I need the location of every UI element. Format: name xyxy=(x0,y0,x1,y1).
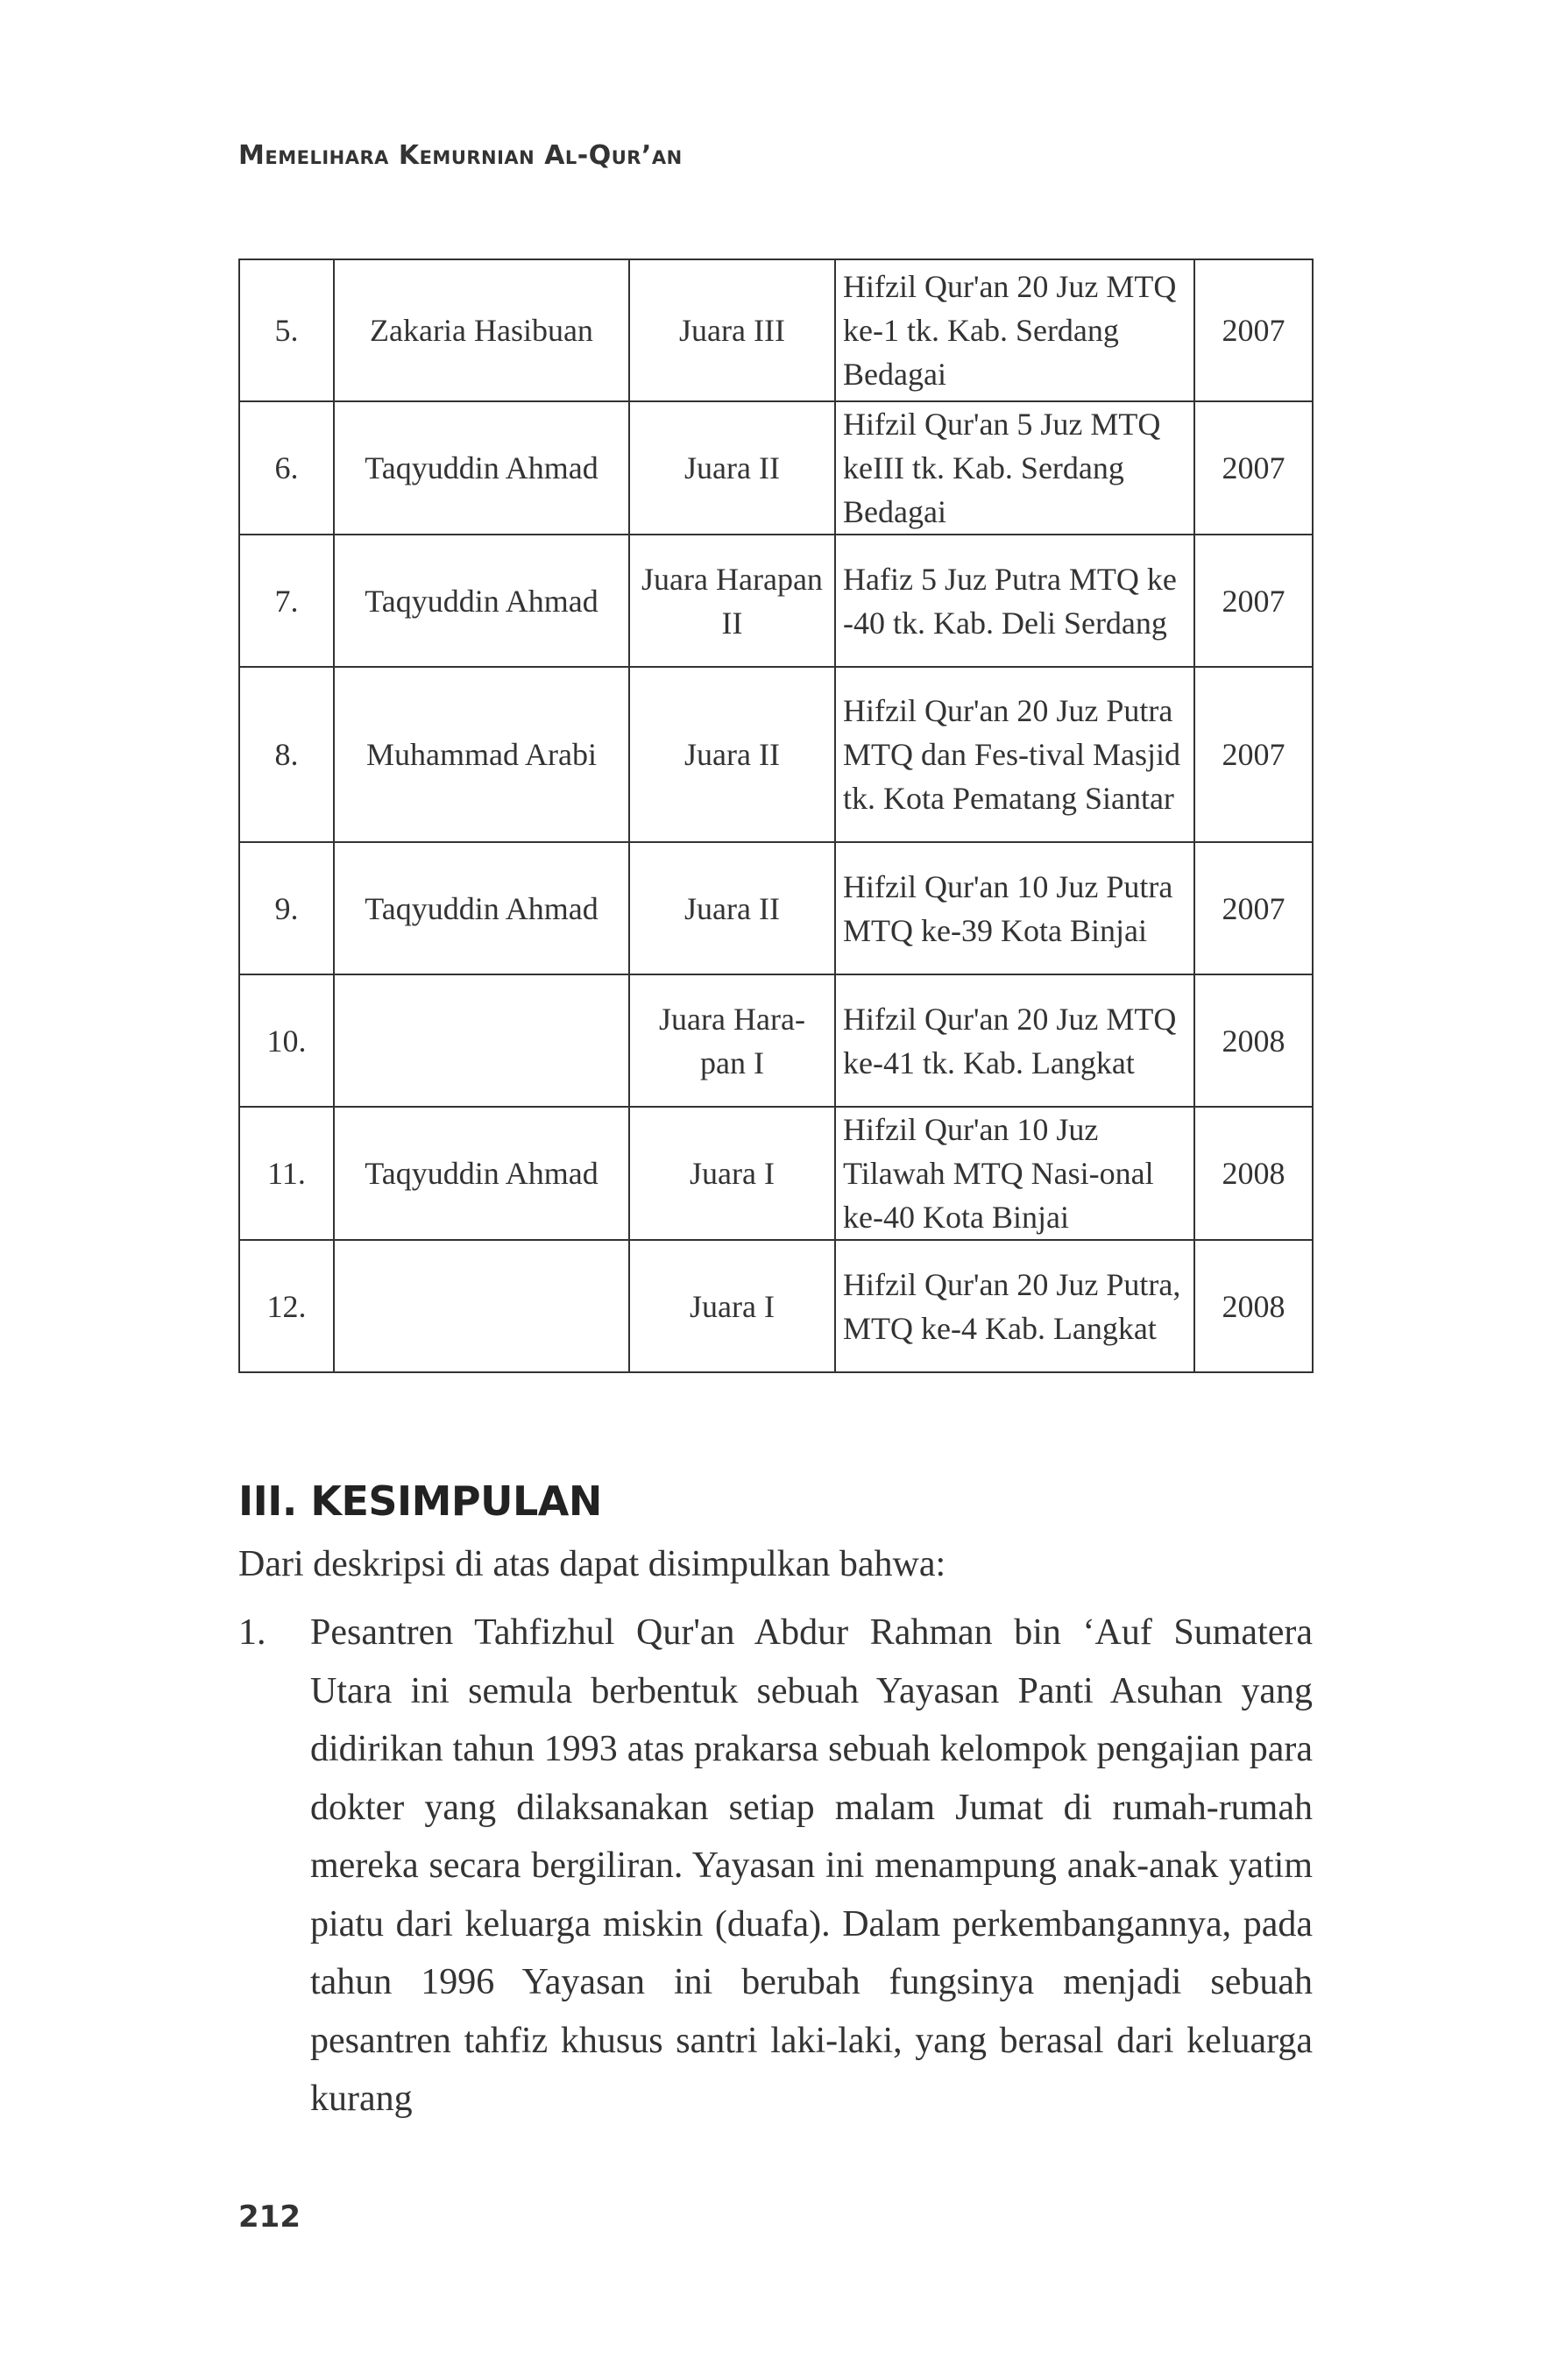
award-year: 2008 xyxy=(1194,1107,1313,1240)
award-year: 2008 xyxy=(1194,974,1313,1107)
award-rank: Juara II xyxy=(629,401,835,535)
award-rank: Juara II xyxy=(629,667,835,842)
award-year: 2007 xyxy=(1194,842,1313,974)
award-rank: Juara Harapan II xyxy=(629,535,835,667)
table-row xyxy=(239,1107,1313,1240)
awards-table xyxy=(238,259,1314,1373)
award-year: 2007 xyxy=(1194,667,1313,842)
row-number: 5. xyxy=(239,259,334,401)
table-row xyxy=(239,842,1313,974)
table-row xyxy=(239,259,1313,401)
award-rank: Juara III xyxy=(629,259,835,401)
table-row xyxy=(239,974,1313,1107)
participant-name: Taqyuddin Ahmad xyxy=(334,535,629,667)
list-item-text: Pesantren Tahfizhul Qur'an Abdur Rahman bin ‘Auf Sumatera Utara ini semula berbentuk sebuah Yayasan Panti Asuhan yang didirikan tahun 1993 atas prakarsa sebuah kelompok pengajian para dokter yang dilaksanakan setiap malam Jumat di rumah-rumah mereka secara bergiliran. Yayasan ini menampung anak-anak yatim piatu dari keluarga miskin (duafa). Dalam perkembangannya, pada tahun 1996 Yayasan ini berubah fungsinya menjadi sebuah pesantren tahfiz khusus santri laki-laki, yang berasal dari keluarga kurang xyxy=(310,1612,1313,2119)
section-heading: III. KESIMPULAN xyxy=(238,1477,602,1525)
award-year: 2007 xyxy=(1194,401,1313,535)
competition-event: Hifzil Qur'an 20 Juz MTQ ke-1 tk. Kab. Serdang Bedagai xyxy=(835,259,1194,401)
table-row xyxy=(239,401,1313,535)
competition-event: Hifzil Qur'an 10 Juz Putra MTQ ke-39 Kota Binjai xyxy=(835,842,1194,974)
row-number: 12. xyxy=(239,1240,334,1372)
participant-name: Muhammad Arabi xyxy=(334,667,629,842)
award-rank: Juara II xyxy=(629,842,835,974)
running-header: Memelihara Kemurnian Al-Qur’an xyxy=(238,140,683,171)
intro-paragraph: Dari deskripsi di atas dapat disimpulkan bahwa: xyxy=(238,1544,946,1584)
row-number: 9. xyxy=(239,842,334,974)
competition-event: Hifzil Qur'an 10 Juz Tilawah MTQ Nasi-onal ke-40 Kota Binjai xyxy=(835,1107,1194,1240)
award-year: 2007 xyxy=(1194,535,1313,667)
row-number: 6. xyxy=(239,401,334,535)
participant-name xyxy=(334,974,629,1107)
page-number: 212 xyxy=(238,2199,301,2235)
competition-event: Hifzil Qur'an 20 Juz Putra, MTQ ke-4 Kab. Langkat xyxy=(835,1240,1194,1372)
competition-event: Hifzil Qur'an 5 Juz MTQ keIII tk. Kab. Serdang Bedagai xyxy=(835,401,1194,535)
award-rank: Juara Hara-pan I xyxy=(629,974,835,1107)
competition-event: Hafiz 5 Juz Putra MTQ ke -40 tk. Kab. Deli Serdang xyxy=(835,535,1194,667)
award-rank: Juara I xyxy=(629,1240,835,1372)
participant-name: Taqyuddin Ahmad xyxy=(334,1107,629,1240)
row-number: 11. xyxy=(239,1107,334,1240)
row-number: 8. xyxy=(239,667,334,842)
participant-name: Taqyuddin Ahmad xyxy=(334,842,629,974)
participant-name: Zakaria Hasibuan xyxy=(334,259,629,401)
row-number: 7. xyxy=(239,535,334,667)
award-year: 2008 xyxy=(1194,1240,1313,1372)
row-number: 10. xyxy=(239,974,334,1107)
list-item-number: 1. xyxy=(238,1612,266,1653)
table-row xyxy=(239,667,1313,842)
table-row xyxy=(239,535,1313,667)
participant-name xyxy=(334,1240,629,1372)
table-row xyxy=(239,1240,1313,1372)
competition-event: Hifzil Qur'an 20 Juz Putra MTQ dan Fes-tival Masjid tk. Kota Pematang Siantar xyxy=(835,667,1194,842)
competition-event: Hifzil Qur'an 20 Juz MTQ ke-41 tk. Kab. Langkat xyxy=(835,974,1194,1107)
award-year: 2007 xyxy=(1194,259,1313,401)
award-rank: Juara I xyxy=(629,1107,835,1240)
participant-name: Taqyuddin Ahmad xyxy=(334,401,629,535)
